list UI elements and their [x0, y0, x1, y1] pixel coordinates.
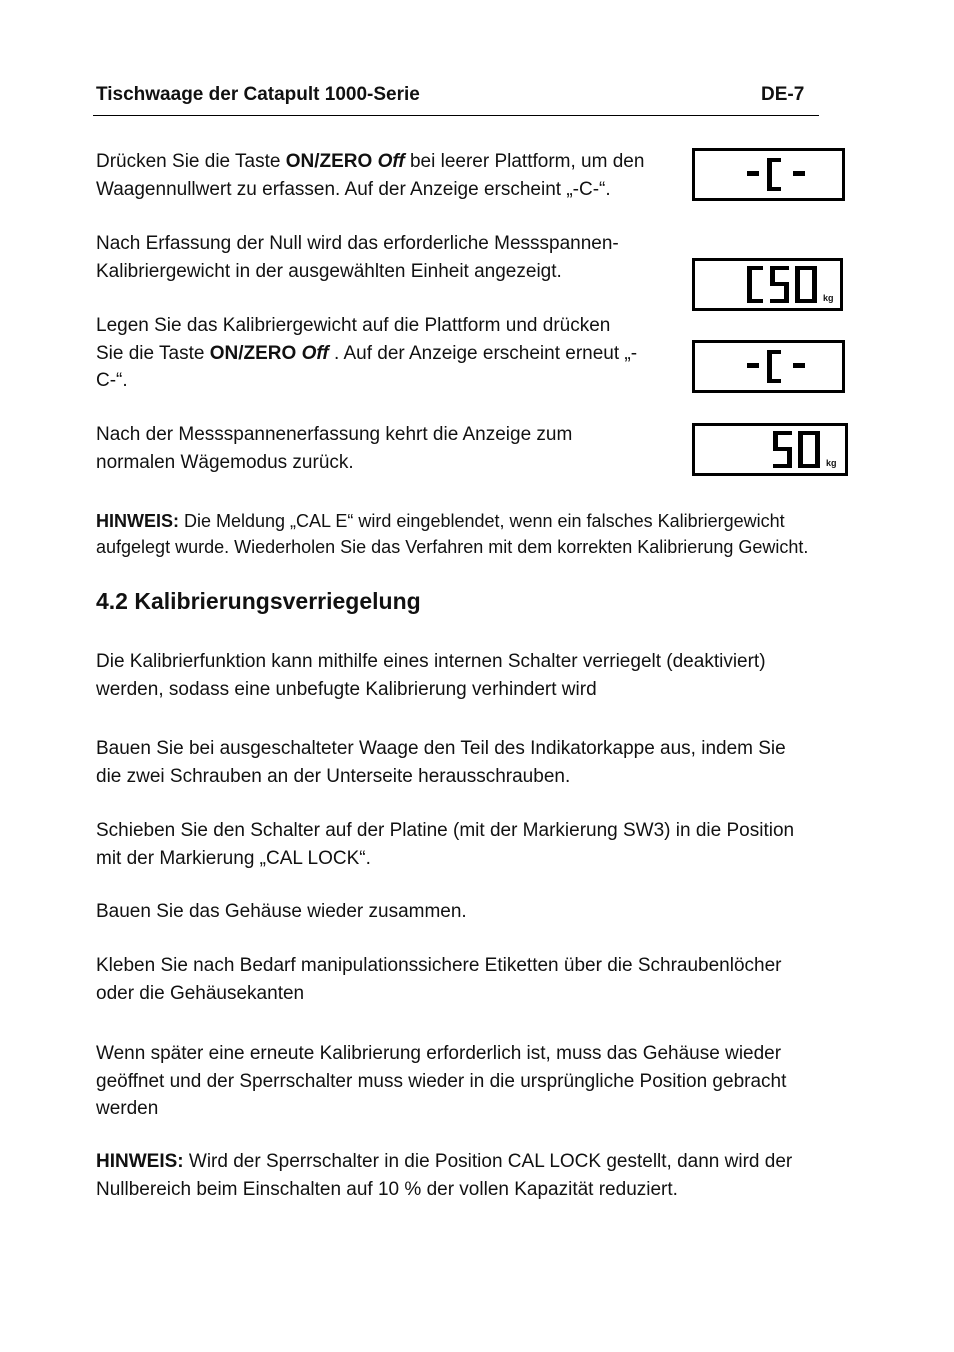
lcd-segments-50 [695, 426, 845, 473]
paragraph-line: werden [96, 1098, 159, 1119]
step-1-line-2: Waagennullwert zu erfassen. Auf der Anzeige erscheint „-C-“. [96, 178, 611, 200]
paragraph-line: Kleben Sie nach Bedarf manipulationssichere Etiketten über die Schraubenlöcher [96, 955, 782, 976]
paragraph-reassemble [96, 898, 467, 926]
lcd-segments-c [695, 151, 842, 198]
header-rule [93, 115, 819, 116]
note-calibration-error [96, 508, 808, 560]
lcd-display-span-capture [692, 340, 845, 393]
step-4-line-2: normalen Wägemodus zurück. [96, 451, 354, 473]
page-number: DE-7 [761, 84, 805, 105]
paragraph-line: Die Kalibrierfunktion kann mithilfe eines internen Schalter verriegelt (deaktiviert) [96, 651, 766, 672]
lcd-segments-c [695, 343, 842, 390]
step-3-post: . Auf der Anzeige erscheint erneut „- [328, 342, 638, 364]
note-label: HINWEIS: [96, 511, 179, 531]
step-1-post: bei leerer Plattform, um den [404, 151, 645, 172]
step-3-line-1: Legen Sie das Kalibriergewicht auf die Plattform und drücken [96, 315, 611, 336]
step-3-text [96, 312, 637, 395]
on-zero-key-label: ON/ZERO [209, 342, 297, 364]
paragraph-recalibration [96, 1040, 786, 1123]
step-1-line-1 [96, 148, 644, 176]
step-2-text [96, 230, 619, 285]
step-3-pre: Sie die Taste [96, 342, 210, 364]
off-key-label: Off [301, 342, 329, 364]
note-1-line-1 [96, 508, 808, 534]
paragraph-line: werden, sodass eine unbefugte Kalibrierung verhindert wird [96, 678, 597, 700]
on-zero-key-label: ON/ZERO [285, 151, 373, 172]
running-header-title: Tischwaage der Catapult 1000-Serie [96, 84, 420, 105]
lcd-display-weighing [692, 423, 848, 476]
note-1-line-2: aufgelegt wurde. Wiederholen Sie das Verfahren mit dem korrekten Kalibrierung Gewicht. [96, 537, 809, 557]
paragraph-line: Bauen Sie bei ausgeschalteter Waage den Teil des Indikatorkappe aus, indem Sie [96, 738, 786, 759]
paragraph-line: oder die Gehäusekanten [96, 982, 305, 1004]
paragraph-tamper-labels [96, 952, 781, 1007]
off-key-label: Off [377, 151, 405, 172]
section-heading: 4.2 Kalibrierungsverriegelung [96, 588, 421, 614]
paragraph-line: mit der Markierung „CAL LOCK“. [96, 847, 371, 869]
paragraph-line: Bauen Sie das Gehäuse wieder zusammen. [96, 901, 467, 922]
step-3-line-3: C-“. [96, 370, 128, 391]
note-2-text: Wird der Sperrschalter in die Position CAL LOCK gestellt, dann wird der [183, 1151, 793, 1172]
lcd-display-zero-capture [692, 148, 845, 201]
lcd-unit-label: kg [823, 293, 834, 303]
note-2-line-2: Nullbereich beim Einschalten auf 10 % der vollen Kapazität reduziert. [96, 1178, 678, 1200]
step-3-line-2 [96, 340, 637, 368]
note-label: HINWEIS: [96, 1151, 184, 1172]
paragraph-line: geöffnet und der Sperrschalter muss wieder in die ursprüngliche Position gebracht [96, 1070, 787, 1092]
note-2-line-1 [96, 1148, 792, 1176]
step-1-pre: Drücken Sie die Taste [96, 151, 286, 172]
step-4-text [96, 421, 572, 476]
lcd-segments-c50 [695, 261, 840, 308]
note-1-text: Die Meldung „CAL E“ wird eingeblendet, wenn ein falsches Kalibriergewicht [179, 511, 785, 531]
step-1-text [96, 148, 644, 203]
step-2-line-2: Kalibriergewicht in der ausgewählten Einheit angezeigt. [96, 260, 562, 282]
paragraph-line: die zwei Schrauben an der Unterseite herausschrauben. [96, 765, 571, 787]
lcd-unit-label: kg [826, 458, 837, 468]
paragraph-switch-position [96, 817, 794, 872]
lcd-display-span-weight [692, 258, 843, 311]
step-2-line-1: Nach Erfassung der Null wird das erforderliche Messspannen- [96, 233, 619, 254]
step-4-line-1: Nach der Messspannenerfassung kehrt die Anzeige zum [96, 424, 573, 445]
paragraph-line: Schieben Sie den Schalter auf der Platine (mit der Markierung SW3) in die Position [96, 820, 795, 841]
paragraph-lock-intro [96, 648, 766, 703]
paragraph-remove-cover [96, 735, 786, 790]
paragraph-line: Wenn später eine erneute Kalibrierung erforderlich ist, muss das Gehäuse wieder [96, 1043, 782, 1064]
note-cal-lock [96, 1148, 792, 1203]
